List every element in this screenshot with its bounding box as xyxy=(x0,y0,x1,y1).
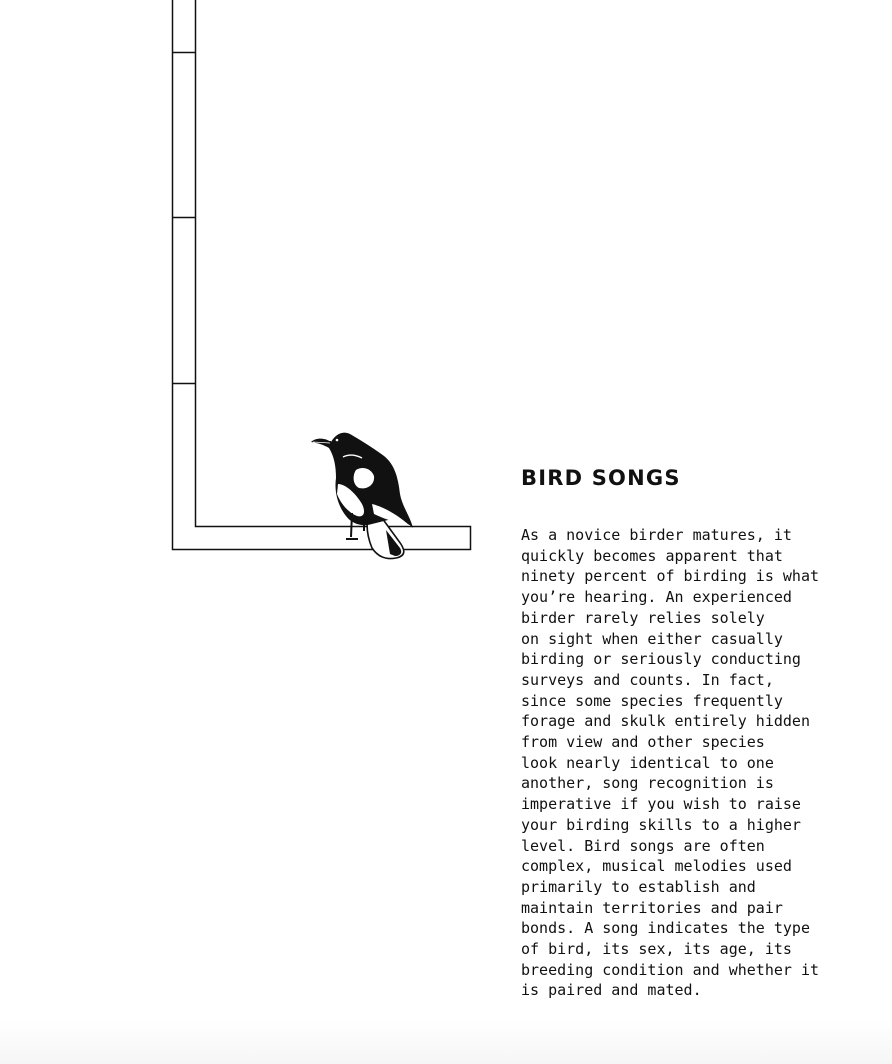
section-body-text: As a novice birder matures, it quickly becomes apparent that ninety percent of birding is what you’re hearing. An experienced birder rarely relies solely on sight when either casually birding or seriously conducting surveys and counts. In fact, since some species frequently forage and skulk entirely hidden from view and other species look nearly identical to one another, song recognition is imperative if you wish to raise your birding skills to a higher level. Bird songs are often complex, musical melodies used primarily to establish and maintain territories and pair bonds. A song indicates the type of bird, its sex, its age, its breeding condition and whether it is paired and mated. xyxy=(521,526,820,1000)
section-title: BIRD SONGS xyxy=(521,466,681,490)
